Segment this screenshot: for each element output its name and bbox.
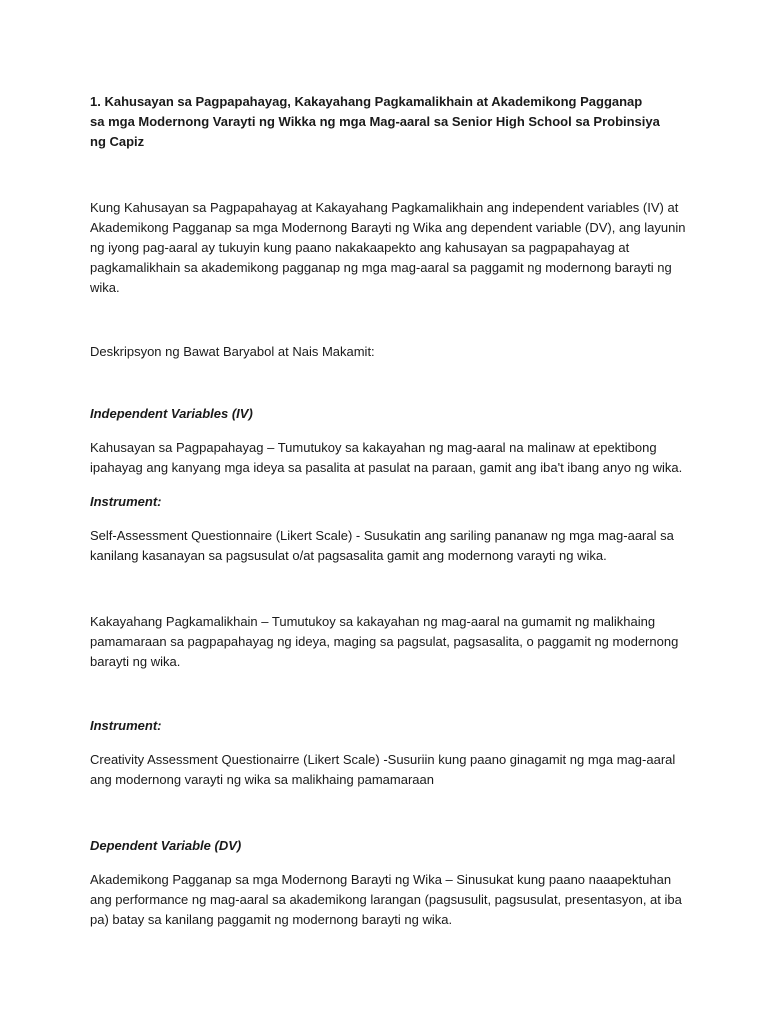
instrument-label-2: Instrument: [90,718,162,733]
instrument-label-1: Instrument: [90,494,162,509]
iv1-instrument-paragraph: Self-Assessment Questionnaire (Likert Scale) - Susukatin ang sariling pananaw ng mga mag-aaral sa kanilang kasanayan sa pagsusulat o/at pagsasalita gamit ang modernong varayti ng wika. [90,528,674,563]
iv2-instrument-paragraph: Creativity Assessment Questionairre (Likert Scale) -Susuriin kung paano ginagamit ng mga mag-aaral ang modernong varayti ng wika sa malikhaing pamamaraan [90,752,676,787]
dv-heading: Dependent Variable (DV) [90,838,242,853]
dv-paragraph: Akademikong Pagganap sa mga Modernong Barayti ng Wika – Sinusukat kung paano naaapektuhan ang performance ng mag-aaral sa akademikong larangan (pagsusulit, pagsusulat, presentasyon, at iba pa) batay sa kanilang paggamit ng modernong barayti ng wika. [90,872,682,927]
document-page [90,92,690,930]
intro-paragraph: Kung Kahusayan sa Pagpapahayag at Kakayahang Pagkamalikhain ang independent variables (IV) at Akademikong Pagganap sa mga Modernong Barayti ng Wika ang dependent variable (DV), ang layunin ng iyong pag-aaral ay tukuyin kung paano nakakaapekto ang kahusayan sa pagpapahayag at pagkamalikhain sa akademikong pagganap ng mga mag-aaral sa paggamit ng modernong barayti ng wika. [90,200,686,295]
document-title: 1. Kahusayan sa Pagpapahayag, Kakayahang Pagkamalikhain at Akademikong Pagganap sa mga Modernong Varayti ng Wikka ng mga Mag-aaral sa Senior High School sa Probinsiya ng Capiz [90,94,660,149]
description-heading: Deskripsyon ng Bawat Baryabol at Nais Makamit: [90,344,375,359]
iv1-paragraph: Kahusayan sa Pagpapahayag – Tumutukoy sa kakayahan ng mag-aaral na malinaw at epektibong ipahayag ang kanyang mga ideya sa pasalita at pasulat na paraan, gamit ang iba't ibang anyo ng wika. [90,440,683,475]
iv-heading: Independent Variables (IV) [90,406,253,421]
iv2-paragraph: Kakayahang Pagkamalikhain – Tumutukoy sa kakayahan ng mag-aaral na gumamit ng malikhaing pamamaraan sa pagpapahayag ng ideya, maging sa pagsulat, pagsasalita, o paggamit ng modernong barayti ng wika. [90,614,679,669]
